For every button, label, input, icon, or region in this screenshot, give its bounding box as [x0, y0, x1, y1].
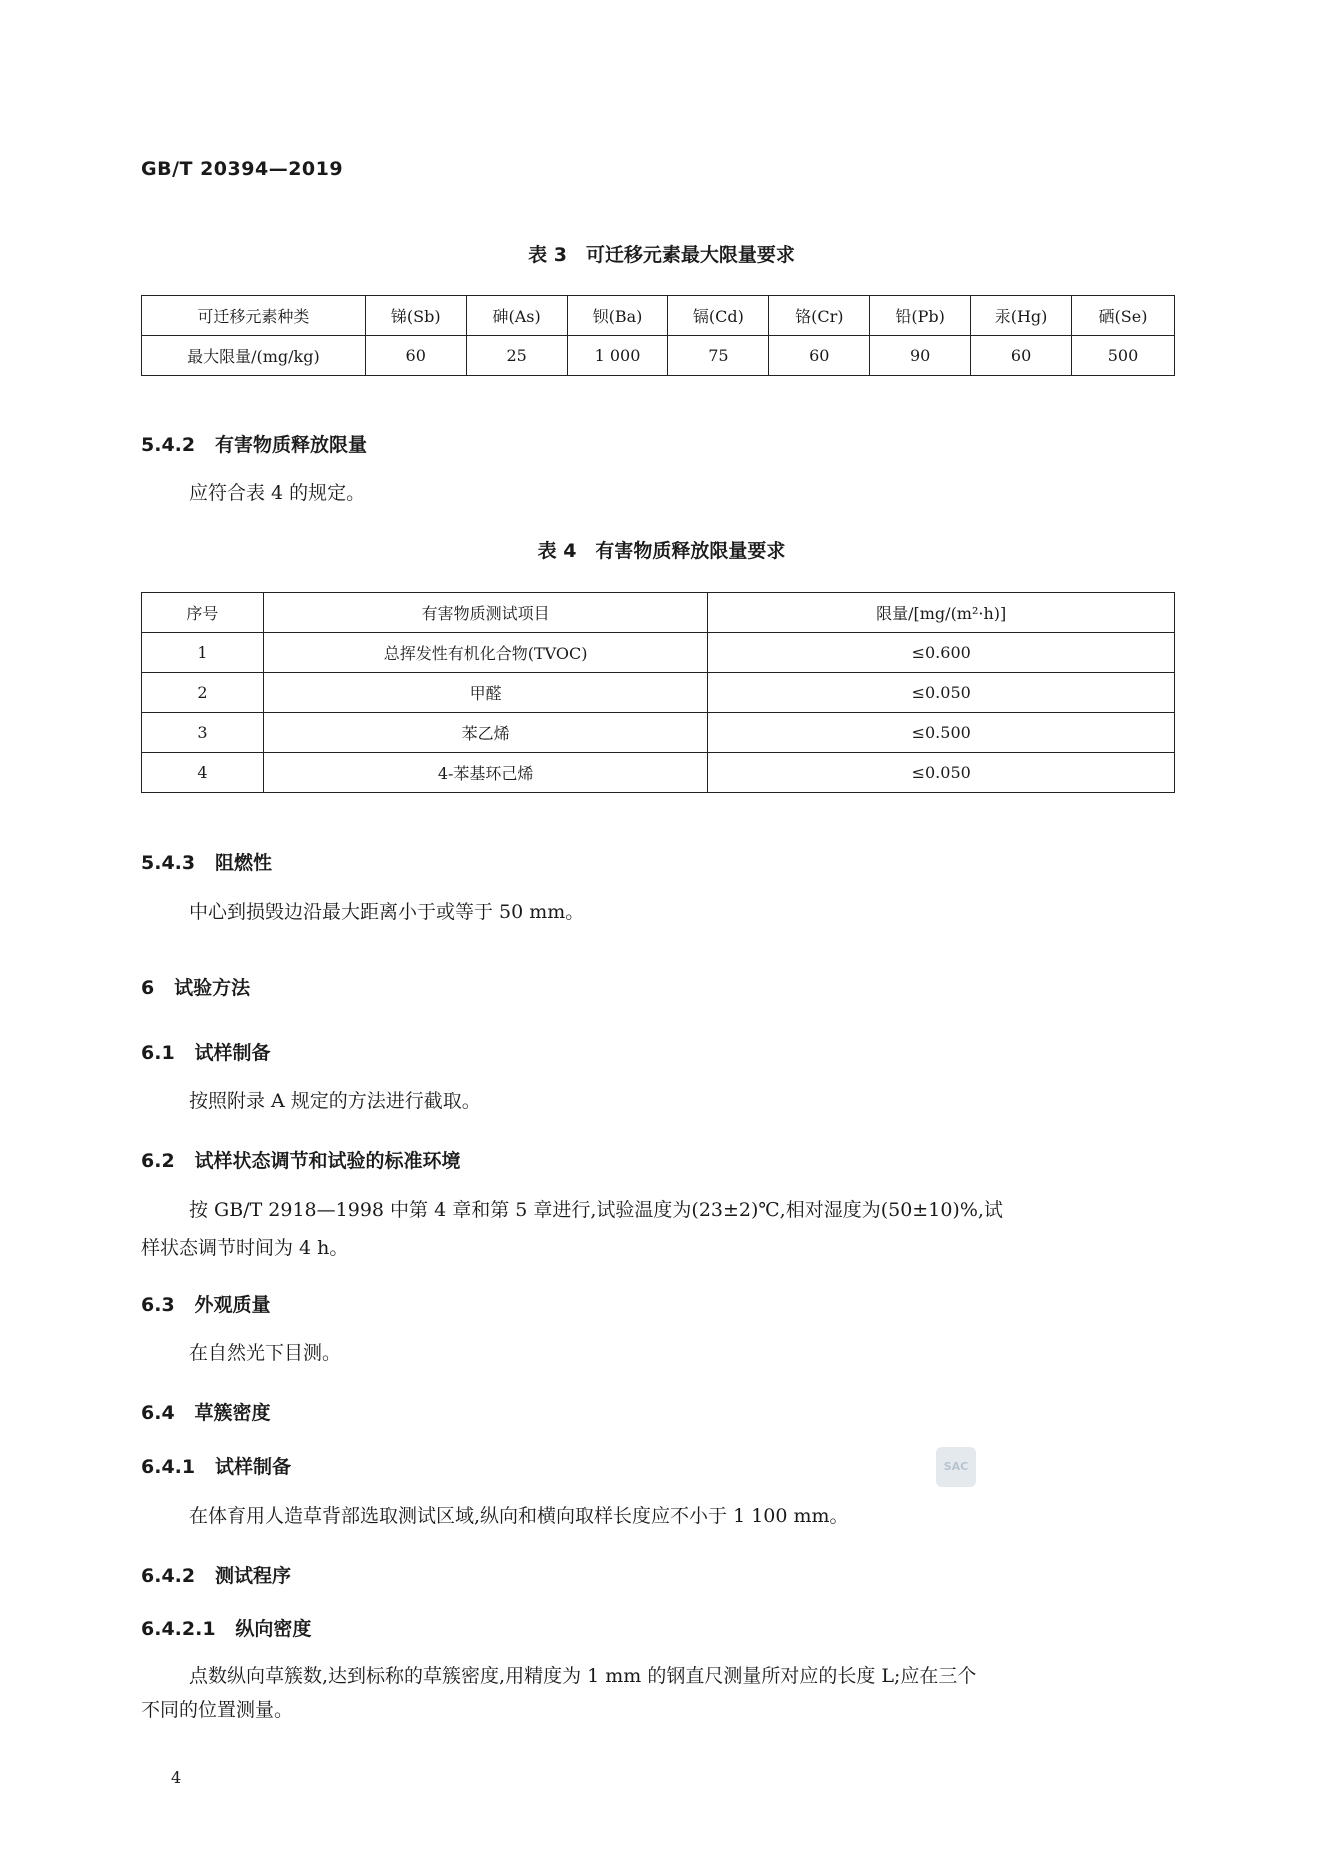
table4-cell: ≤0.050: [708, 673, 1175, 713]
section-6-4-2-1-heading: [141, 1614, 311, 1641]
table3-row-label: 最大限量/(mg/kg): [142, 336, 366, 376]
table4-cell: 2: [142, 673, 264, 713]
section-6-2-body-line2: 样状态调节时间为 4 h。: [141, 1237, 349, 1259]
table4-cell: 苯乙烯: [263, 713, 708, 753]
section-5-4-2-heading: [141, 430, 367, 457]
table-row: [142, 633, 1175, 673]
section-6-1-heading: [141, 1038, 271, 1065]
section-6-4-2-1-body-line2: 不同的位置测量。: [141, 1699, 294, 1721]
section-number: 6.4.2: [141, 1565, 196, 1587]
section-number: 6.1: [141, 1042, 175, 1064]
table4-header: 有害物质测试项目: [263, 593, 708, 633]
section-number: 5.4.3: [141, 852, 196, 874]
section-5-4-3-body: 中心到损毁边沿最大距离小于或等于 50 mm。: [189, 901, 585, 923]
section-6-heading: [141, 973, 250, 1000]
table3: [141, 295, 1175, 376]
table4-header: 序号: [142, 593, 264, 633]
table3-header-label: 可迁移元素种类: [142, 296, 366, 336]
table3-element: 铅(Pb): [870, 296, 971, 336]
table3-element: 铬(Cr): [769, 296, 870, 336]
section-6-4-1-heading: [141, 1452, 291, 1479]
section-title: 试样制备: [194, 1042, 271, 1064]
page-number: 4: [171, 1768, 182, 1787]
section-6-2-body-line1: 按 GB/T 2918—1998 中第 4 章和第 5 章进行,试验温度为(23±2)℃,相对湿度为(50±10)%,试: [189, 1199, 1003, 1221]
section-6-4-2-1-body: [141, 1661, 1175, 1725]
section-title: 试验方法: [174, 977, 251, 999]
table3-value: 500: [1072, 336, 1175, 376]
table4-cell: 总挥发性有机化合物(TVOC): [263, 633, 708, 673]
table4-caption: 表 4 有害物质释放限量要求: [537, 540, 786, 562]
section-6-3-heading: [141, 1290, 271, 1317]
table3-value: 1 000: [567, 336, 668, 376]
section-6-2-heading: [141, 1146, 461, 1173]
table4-header-row: [142, 593, 1175, 633]
table4-cell: 甲醛: [263, 673, 708, 713]
table3-element: 镉(Cd): [668, 296, 769, 336]
table-row: [142, 713, 1175, 753]
sac-watermark: SAC: [936, 1447, 976, 1487]
table3-value-row: [142, 336, 1175, 376]
standard-number: GB/T 20394—2019: [141, 158, 344, 180]
table3-value: 60: [365, 336, 466, 376]
table-row: [142, 673, 1175, 713]
section-title: 外观质量: [194, 1294, 271, 1316]
table4-cell: 1: [142, 633, 264, 673]
section-title: 纵向密度: [235, 1618, 312, 1640]
table3-element: 锑(Sb): [365, 296, 466, 336]
table4-cell: 4-苯基环己烯: [263, 753, 708, 793]
section-6-3-body: 在自然光下目测。: [189, 1342, 342, 1364]
section-number: 6.4.1: [141, 1456, 196, 1478]
section-6-4-heading: [141, 1398, 271, 1425]
table3-element: 硒(Se): [1072, 296, 1175, 336]
table3-caption: 表 3 可迁移元素最大限量要求: [528, 244, 795, 266]
section-number: 6.4.2.1: [141, 1618, 216, 1640]
table3-element: 汞(Hg): [971, 296, 1072, 336]
table3-value: 60: [971, 336, 1072, 376]
table4-cell: ≤0.600: [708, 633, 1175, 673]
table3-element: 砷(As): [466, 296, 567, 336]
section-number: 6.2: [141, 1150, 175, 1172]
section-6-2-body: [141, 1195, 1175, 1263]
table4-cell: 3: [142, 713, 264, 753]
section-title: 测试程序: [214, 1565, 291, 1587]
section-number: 6.3: [141, 1294, 175, 1316]
table4-header: 限量/[mg/(m²·h)]: [708, 593, 1175, 633]
section-number: 5.4.2: [141, 434, 196, 456]
table3-value: 90: [870, 336, 971, 376]
section-number: 6.4: [141, 1402, 175, 1424]
table4-cell: 4: [142, 753, 264, 793]
section-title: 试样状态调节和试验的标准环境: [194, 1150, 461, 1172]
section-6-4-2-heading: [141, 1561, 291, 1588]
table4-cell: ≤0.500: [708, 713, 1175, 753]
table3-header-row: [142, 296, 1175, 336]
section-6-1-body: 按照附录 A 规定的方法进行截取。: [189, 1090, 481, 1112]
section-title: 草簇密度: [194, 1402, 271, 1424]
section-5-4-3-heading: [141, 848, 272, 875]
table4: [141, 592, 1175, 793]
table-row: [142, 753, 1175, 793]
table3-element: 钡(Ba): [567, 296, 668, 336]
section-6-4-1-body: 在体育用人造草背部选取测试区域,纵向和横向取样长度应不小于 1 100 mm。: [189, 1505, 849, 1527]
section-title: 阻燃性: [214, 852, 272, 874]
table3-value: 25: [466, 336, 567, 376]
section-title: 试样制备: [214, 1456, 291, 1478]
section-title: 有害物质释放限量: [214, 434, 367, 456]
section-number: 6: [141, 977, 155, 999]
table3-value: 75: [668, 336, 769, 376]
table4-cell: ≤0.050: [708, 753, 1175, 793]
table3-value: 60: [769, 336, 870, 376]
section-6-4-2-1-body-line1: 点数纵向草簇数,达到标称的草簇密度,用精度为 1 mm 的钢直尺测量所对应的长度 L;应在三个: [189, 1665, 977, 1687]
section-5-4-2-body: 应符合表 4 的规定。: [189, 482, 366, 504]
